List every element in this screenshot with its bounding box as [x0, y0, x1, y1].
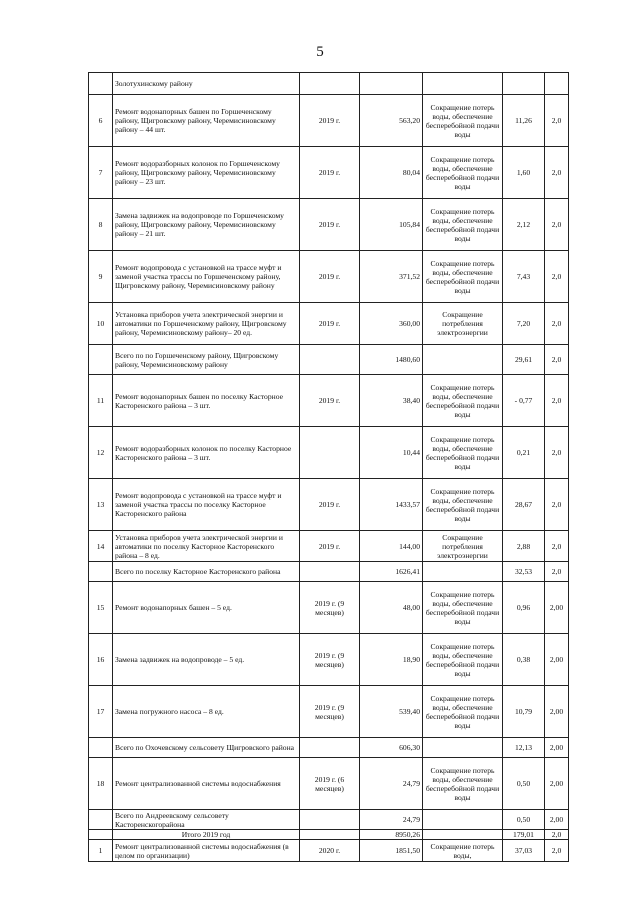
table-row [89, 199, 569, 251]
expected-effect [423, 562, 503, 582]
row-number: 18 [89, 758, 113, 810]
implementation-period: 2019 г. [300, 147, 360, 199]
cost-amount: 563,20 [360, 95, 423, 147]
measure-name: Ремонт водоразборных колонок по Горшеченскому району, Щигровскому району, Черемисиновскому району – 23 шт. [113, 147, 300, 199]
expected-effect [423, 73, 503, 95]
implementation-period [300, 427, 360, 479]
measure-name: Ремонт водонапорных башен – 5 ед. [113, 582, 300, 634]
cost-amount: 48,00 [360, 582, 423, 634]
indicator-percent: 2,0 [545, 562, 569, 582]
indicator-value: 28,67 [503, 479, 545, 531]
measure-name: Ремонт централизованной системы водоснабжения (в целом по организации) [113, 840, 300, 862]
indicator-percent: 2,00 [545, 738, 569, 758]
expected-effect: Сокращение потерь воды, обеспечение бесперебойной подачи воды [423, 251, 503, 303]
expected-effect: Сокращение потерь воды, обеспечение бесперебойной подачи воды [423, 479, 503, 531]
indicator-percent: 2,0 [545, 531, 569, 562]
indicator-value: 2,88 [503, 531, 545, 562]
implementation-period [300, 810, 360, 830]
cost-amount: 1433,57 [360, 479, 423, 531]
row-number: 15 [89, 582, 113, 634]
cost-amount: 1480,60 [360, 345, 423, 375]
indicator-percent [545, 73, 569, 95]
implementation-period: 2019 г. (9 месяцев) [300, 686, 360, 738]
indicator-percent: 2,00 [545, 810, 569, 830]
cost-amount: 1626,41 [360, 562, 423, 582]
table-row [89, 738, 569, 758]
indicator-percent: 2,0 [545, 375, 569, 427]
cost-amount: 10,44 [360, 427, 423, 479]
expected-effect: Сокращение потерь воды, обеспечение бесперебойной подачи воды [423, 634, 503, 686]
table-row [89, 582, 569, 634]
indicator-percent: 2,0 [545, 251, 569, 303]
expected-effect: Сокращение потерь воды, обеспечение бесперебойной подачи воды [423, 427, 503, 479]
cost-amount: 38,40 [360, 375, 423, 427]
cost-amount: 8950,26 [360, 830, 423, 840]
table-row [89, 531, 569, 562]
indicator-percent: 2,0 [545, 147, 569, 199]
implementation-period [300, 345, 360, 375]
measure-name: Замена задвижек на водопроводе – 5 ед. [113, 634, 300, 686]
indicator-percent: 2,0 [545, 479, 569, 531]
expected-effect: Сокращение потребления электроэнергии [423, 531, 503, 562]
row-number: 13 [89, 479, 113, 531]
indicator-value: 0,38 [503, 634, 545, 686]
cost-amount: 18,90 [360, 634, 423, 686]
table-row [89, 686, 569, 738]
implementation-period [300, 562, 360, 582]
expected-effect: Сокращение потерь воды, обеспечение бесперебойной подачи воды [423, 147, 503, 199]
cost-amount: 1851,50 [360, 840, 423, 862]
indicator-percent: 2,00 [545, 634, 569, 686]
table-row [89, 303, 569, 345]
row-number [89, 738, 113, 758]
indicator-percent: 2,0 [545, 840, 569, 862]
measure-name: Всего по по Горшеченскому району, Щигровскому району, Черемисиновскому району [113, 345, 300, 375]
table-row [89, 375, 569, 427]
table-row [89, 840, 569, 862]
measure-name: Установка приборов учета электрической энергии и автоматики по Горшеченскому району, Щигровскому району, Черемисиновскому району– 20 ед. [113, 303, 300, 345]
measure-name: Замена погружного насоса – 8 ед. [113, 686, 300, 738]
indicator-percent: 2,0 [545, 199, 569, 251]
indicator-percent: 2,00 [545, 582, 569, 634]
row-number: 8 [89, 199, 113, 251]
expected-effect [423, 810, 503, 830]
row-number: 1 [89, 840, 113, 862]
table-row [89, 758, 569, 810]
measure-name: Замена задвижек на водопроводе по Горшеченскому району, Щигровскому району, Черемисиновскому району – 21 шт. [113, 199, 300, 251]
table-row [89, 562, 569, 582]
cost-amount [360, 73, 423, 95]
page-number: 5 [316, 44, 324, 60]
row-number: 9 [89, 251, 113, 303]
indicator-value: 37,03 [503, 840, 545, 862]
expected-effect: Сокращение потерь воды, обеспечение бесперебойной подачи воды [423, 95, 503, 147]
expected-effect: Сокращение потерь воды, обеспечение бесперебойной подачи воды [423, 375, 503, 427]
implementation-period: 2019 г. [300, 479, 360, 531]
row-number [89, 73, 113, 95]
indicator-value: 32,53 [503, 562, 545, 582]
indicator-value: 0,50 [503, 758, 545, 810]
row-number: 7 [89, 147, 113, 199]
table-row [89, 479, 569, 531]
row-number: 16 [89, 634, 113, 686]
indicator-value: 179,01 [503, 830, 545, 840]
cost-amount: 80,04 [360, 147, 423, 199]
implementation-period: 2020 г. [300, 840, 360, 862]
implementation-period: 2019 г. [300, 95, 360, 147]
indicator-value [503, 73, 545, 95]
table-total-row [89, 830, 569, 840]
measure-name: Золотухинскому району [113, 73, 300, 95]
measure-name: Ремонт водопровода с установкой на трассе муфт и заменой участка трассы по поселку Касторное Касторенского района [113, 479, 300, 531]
expected-effect: Сокращение потребления электроэнергии [423, 303, 503, 345]
implementation-period: 2019 г. [300, 199, 360, 251]
row-number: 10 [89, 303, 113, 345]
row-number: 6 [89, 95, 113, 147]
table-row [89, 95, 569, 147]
indicator-percent: 2,0 [545, 830, 569, 840]
expected-effect [423, 738, 503, 758]
row-number [89, 345, 113, 375]
indicator-value: - 0,77 [503, 375, 545, 427]
indicator-value: 0,50 [503, 810, 545, 830]
cost-amount: 371,52 [360, 251, 423, 303]
implementation-period: 2019 г. (9 месяцев) [300, 582, 360, 634]
cost-amount: 24,79 [360, 758, 423, 810]
row-number: 12 [89, 427, 113, 479]
implementation-period: 2019 г. [300, 251, 360, 303]
implementation-period: 2019 г. [300, 303, 360, 345]
cost-amount: 105,84 [360, 199, 423, 251]
measure-name: Ремонт водоразборных колонок по поселку Касторное Касторенского района – 3 шт. [113, 427, 300, 479]
implementation-period: 2019 г. [300, 531, 360, 562]
row-number [89, 562, 113, 582]
cost-amount: 144,00 [360, 531, 423, 562]
row-number [89, 810, 113, 830]
table-row [89, 345, 569, 375]
expected-effect: Сокращение потерь воды, [423, 840, 503, 862]
investment-program-table [88, 72, 569, 862]
implementation-period: 2019 г. [300, 375, 360, 427]
indicator-value: 7,43 [503, 251, 545, 303]
cost-amount: 24,79 [360, 810, 423, 830]
indicator-percent: 2,0 [545, 95, 569, 147]
indicator-value: 11,26 [503, 95, 545, 147]
implementation-period [300, 73, 360, 95]
table-row [89, 810, 569, 830]
expected-effect: Сокращение потерь воды, обеспечение бесперебойной подачи воды [423, 686, 503, 738]
measure-name: Всего по Охочевскому сельсовету Щигровского района [113, 738, 300, 758]
indicator-value: 7,20 [503, 303, 545, 345]
expected-effect [423, 830, 503, 840]
expected-effect [423, 345, 503, 375]
indicator-value: 0,96 [503, 582, 545, 634]
row-number: 11 [89, 375, 113, 427]
table-row [89, 147, 569, 199]
row-number: 17 [89, 686, 113, 738]
indicator-percent: 2,0 [545, 303, 569, 345]
measure-name: Всего по поселку Касторное Касторенского района [113, 562, 300, 582]
indicator-percent: 2,0 [545, 427, 569, 479]
expected-effect: Сокращение потерь воды, обеспечение бесперебойной подачи воды [423, 199, 503, 251]
cost-amount: 539,40 [360, 686, 423, 738]
implementation-period [300, 738, 360, 758]
indicator-value: 12,13 [503, 738, 545, 758]
indicator-value: 0,21 [503, 427, 545, 479]
measure-name: Установка приборов учета электрической энергии и автоматики по поселку Касторное Касторенского района – 8 ед. [113, 531, 300, 562]
indicator-value: 10,79 [503, 686, 545, 738]
indicator-percent: 2,0 [545, 345, 569, 375]
table-row [89, 73, 569, 95]
row-number [89, 830, 113, 840]
indicator-percent: 2,00 [545, 758, 569, 810]
measure-name: Ремонт централизованной системы водоснабжения [113, 758, 300, 810]
expected-effect: Сокращение потерь воды, обеспечение бесперебойной подачи воды [423, 582, 503, 634]
implementation-period: 2019 г. (9 месяцев) [300, 634, 360, 686]
table-row [89, 427, 569, 479]
measure-name: Ремонт водонапорных башен по поселку Касторное Касторенского района – 3 шт. [113, 375, 300, 427]
implementation-period [300, 830, 360, 840]
indicator-value: 1,60 [503, 147, 545, 199]
measure-name: Ремонт водопровода с установкой на трассе муфт и заменой участка трассы по Горшеченскому району, Щигровскому району, Черемисиновскому району [113, 251, 300, 303]
implementation-period: 2019 г. (6 месяцев) [300, 758, 360, 810]
cost-amount: 360,00 [360, 303, 423, 345]
table-row [89, 251, 569, 303]
indicator-value: 29,61 [503, 345, 545, 375]
cost-amount: 606,30 [360, 738, 423, 758]
table-row [89, 634, 569, 686]
measure-name: Итого 2019 год [113, 830, 300, 840]
row-number: 14 [89, 531, 113, 562]
measure-name: Ремонт водонапорных башен по Горшеченскому району, Щигровскому району, Черемисиновскому району – 44 шт. [113, 95, 300, 147]
indicator-value: 2,12 [503, 199, 545, 251]
indicator-percent: 2,00 [545, 686, 569, 738]
measure-name: Всего по Андреевскому сельсовету Касторенскогорайона [113, 810, 300, 830]
expected-effect: Сокращение потерь воды, обеспечение бесперебойной подачи воды [423, 758, 503, 810]
